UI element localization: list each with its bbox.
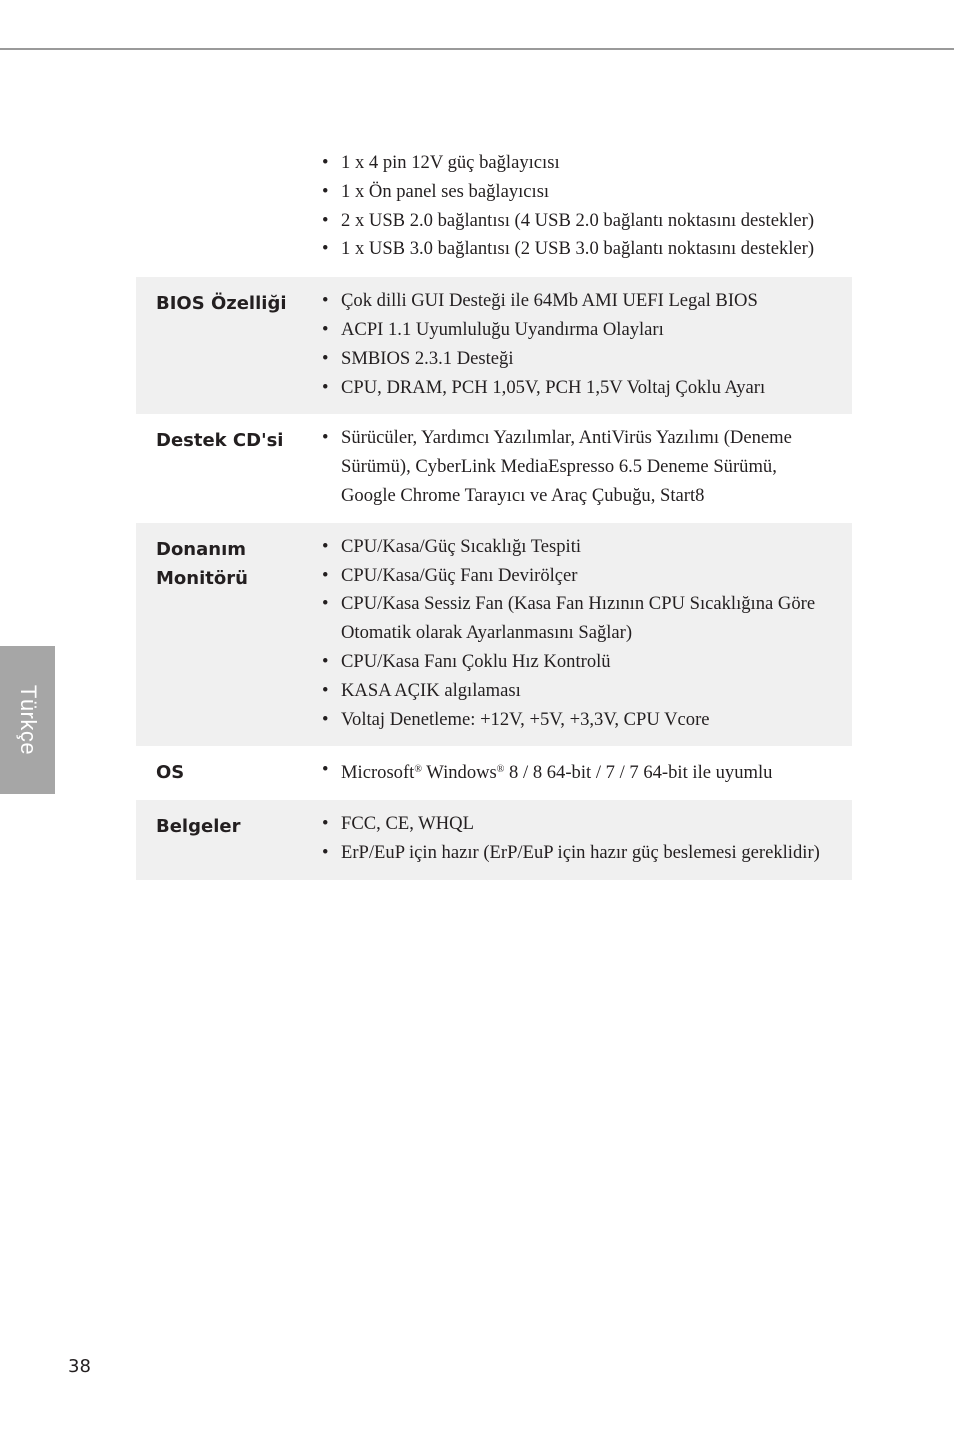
list-item: • SMBIOS 2.3.1 Desteği: [320, 345, 852, 374]
list-item: • 1 x Ön panel ses bağlayıcısı: [320, 178, 852, 207]
list-item: • CPU/Kasa Fanı Çoklu Hız Kontrolü: [320, 648, 852, 677]
header-rule: [0, 48, 954, 50]
row-label: BIOS Özelliği: [156, 293, 287, 315]
list-item: • 2 x USB 2.0 bağlantısı (4 USB 2.0 bağlantı noktasını destekler): [320, 207, 852, 236]
registered-mark: ®: [496, 764, 505, 776]
list-item: • 1 x 4 pin 12V güç bağlayıcısı: [320, 149, 852, 178]
os-text-microsoft: Microsoft: [341, 762, 415, 784]
list-item: • CPU/Kasa Sessiz Fan (Kasa Fan Hızının CPU Sıcaklığına Göre Otomatik olarak Ayarlanmasını Sağlar): [320, 590, 852, 648]
spec-row-support-cd: [136, 414, 852, 522]
spec-row-os: [136, 746, 852, 800]
list-item: [320, 756, 852, 788]
list-item: • CPU/Kasa/Güç Sıcaklığı Tespiti: [320, 533, 852, 562]
row-label: Destek CD'si: [156, 430, 284, 452]
os-text-versions: 8 / 8 64-bit / 7 / 7 64-bit ile uyumlu: [504, 762, 773, 784]
row-label: [136, 149, 320, 264]
list-item: • CPU/Kasa/Güç Fanı Devirölçer: [320, 562, 852, 591]
row-label: Donanım Monitörü: [156, 538, 248, 589]
spec-row-certifications: [136, 800, 852, 880]
row-items: [320, 287, 852, 402]
list-item: • 1 x USB 3.0 bağlantısı (2 USB 3.0 bağlantı noktasını destekler): [320, 235, 852, 264]
spec-row-connectors: [136, 145, 852, 277]
list-item: • Sürücüler, Yardımcı Yazılımlar, AntiVirüs Yazılımı (Deneme Sürümü), CyberLink MediaEspresso 6.5 Deneme Sürümü, Google Chrome Tarayıcı ve Araç Çubuğu, Start8: [320, 424, 852, 510]
list-item: • ACPI 1.1 Uyumluluğu Uyandırma Olayları: [320, 316, 852, 345]
list-item: • Çok dilli GUI Desteği ile 64Mb AMI UEFI Legal BIOS: [320, 287, 852, 316]
spec-table: [136, 145, 852, 880]
list-item: • CPU, DRAM, PCH 1,05V, PCH 1,5V Voltaj Çoklu Ayarı: [320, 374, 852, 403]
list-item: • KASA AÇIK algılaması: [320, 677, 852, 706]
side-tab-label: Türkçe: [15, 684, 41, 756]
row-items: [320, 756, 852, 788]
list-item: • FCC, CE, WHQL: [320, 810, 852, 839]
row-items: [320, 533, 852, 735]
os-text-windows: Windows: [421, 762, 497, 784]
registered-mark: ®: [414, 764, 422, 776]
spec-row-bios: [136, 277, 852, 414]
language-side-tab: [0, 646, 55, 794]
spec-row-hardware-monitor: [136, 523, 852, 747]
row-label: OS: [156, 762, 185, 784]
row-items: [320, 424, 852, 510]
list-item: • Voltaj Denetleme: +12V, +5V, +3,3V, CPU Vcore: [320, 706, 852, 735]
row-items: [320, 810, 852, 868]
list-item: • ErP/EuP için hazır (ErP/EuP için hazır güç beslemesi gereklidir): [320, 839, 852, 868]
row-items: [320, 149, 852, 264]
row-label: Belgeler: [156, 816, 241, 838]
page-number: 38: [68, 1356, 91, 1377]
